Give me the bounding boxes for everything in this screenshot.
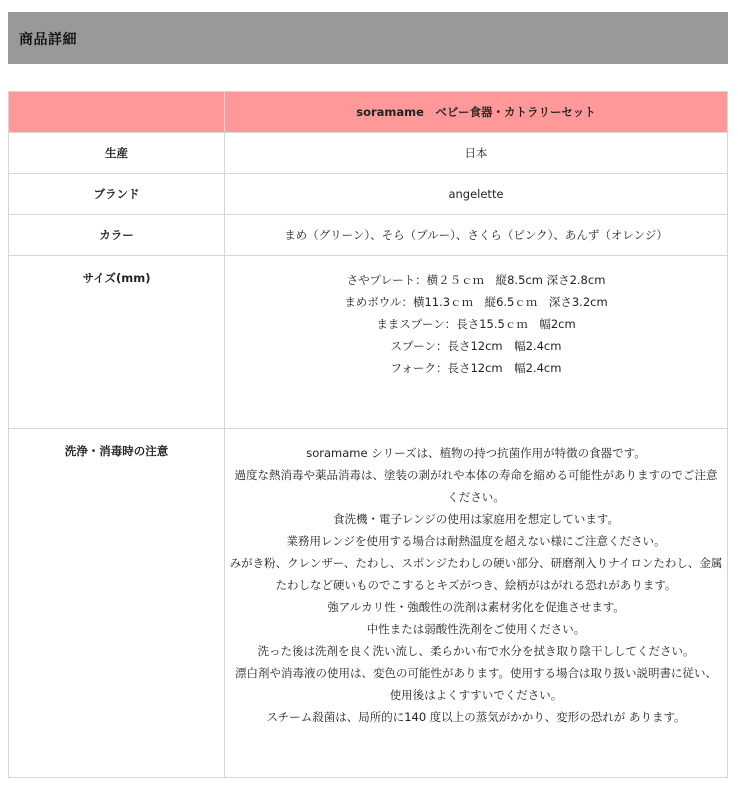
size-line: さやプレート：横２５ｃｍ 縦8.5cm 深さ2.8cm — [346, 273, 606, 287]
wash-line: 使用後はよくすすいでください。 — [389, 688, 563, 702]
origin-value: 日本 — [225, 133, 728, 174]
size-line: ままスプーン：長さ15.5ｃｍ 幅2cm — [376, 317, 576, 331]
wash-line: 過度な熱消毒や薬品消毒は、塗装の剥がれや本体の寿命を縮める可能性がありますのでご注意 — [234, 468, 718, 482]
origin-label: 生産 — [9, 133, 225, 174]
wash-line: みがき粉、クレンザー、たわし、スポンジたわしの硬い部分、研磨剤入りナイロンたわし、金属 — [229, 556, 723, 570]
color-label: カラー — [9, 215, 225, 256]
size-lines — [225, 256, 727, 379]
size-line: スプーン：長さ12cm 幅2.4cm — [390, 339, 562, 353]
size-line: まめボウル：横11.3ｃｍ 縦6.5ｃｍ 深さ3.2cm — [344, 295, 608, 309]
wash-line: 業務用レンジを使用する場合は耐熱温度を超えない様にご注意ください。 — [286, 534, 666, 548]
brand-value: angelette — [225, 174, 728, 215]
product-name: soramame ベビー食器・カトラリーセット — [225, 92, 728, 133]
size-value-cell — [225, 256, 728, 429]
table-row-origin — [9, 133, 728, 174]
wash-line: ください。 — [447, 490, 505, 504]
wash-line: 洗った後は洗剤を良く洗い流し、柔らかい布で水分を拭き取り陰干ししてください。 — [257, 644, 695, 658]
table-title-row — [9, 92, 728, 133]
product-spec-table — [8, 91, 728, 778]
wash-line: 食洗機・電子レンジの使用は家庭用を想定しています。 — [332, 512, 619, 526]
title-row-empty-cell — [9, 92, 225, 133]
size-line: フォーク：長さ12cm 幅2.4cm — [390, 361, 562, 375]
wash-line: スチーム殺菌は、局所的に140 度以上の蒸気がかかり、変形の恐れが あります。 — [266, 710, 686, 724]
table-row-size — [9, 256, 728, 429]
size-label-cell — [9, 256, 225, 429]
wash-label-cell — [9, 429, 225, 778]
wash-value-cell — [225, 429, 728, 778]
section-title: 商品詳細 — [19, 32, 77, 48]
table-row-wash — [9, 429, 728, 778]
color-value: まめ（グリーン）、そら（ブルー）、さくら（ピンク）、あんず（オレンジ） — [225, 215, 728, 256]
wash-lines — [225, 429, 727, 728]
wash-line: たわしなど硬いものでこするとキズがつき、絵柄がはがれる恐れがあります。 — [275, 578, 677, 592]
brand-label: ブランド — [9, 174, 225, 215]
table-row-brand — [9, 174, 728, 215]
size-label: サイズ(mm) — [82, 271, 151, 285]
wash-line: 中性または弱酸性洗剤をご使用ください。 — [366, 622, 586, 636]
wash-line: 強アルカリ性・強酸性の洗剤は素材劣化を促進させます。 — [327, 600, 625, 614]
section-header — [8, 12, 728, 64]
table-row-color — [9, 215, 728, 256]
wash-line: soramame シリーズは、植物の持つ抗菌作用が特徴の食器です。 — [306, 446, 646, 460]
wash-line: 漂白剤や消毒液の使用は、変色の可能性があります。使用する場合は取り扱い説明書に従い、 — [234, 666, 718, 680]
wash-label: 洗浄・消毒時の注意 — [64, 444, 169, 458]
